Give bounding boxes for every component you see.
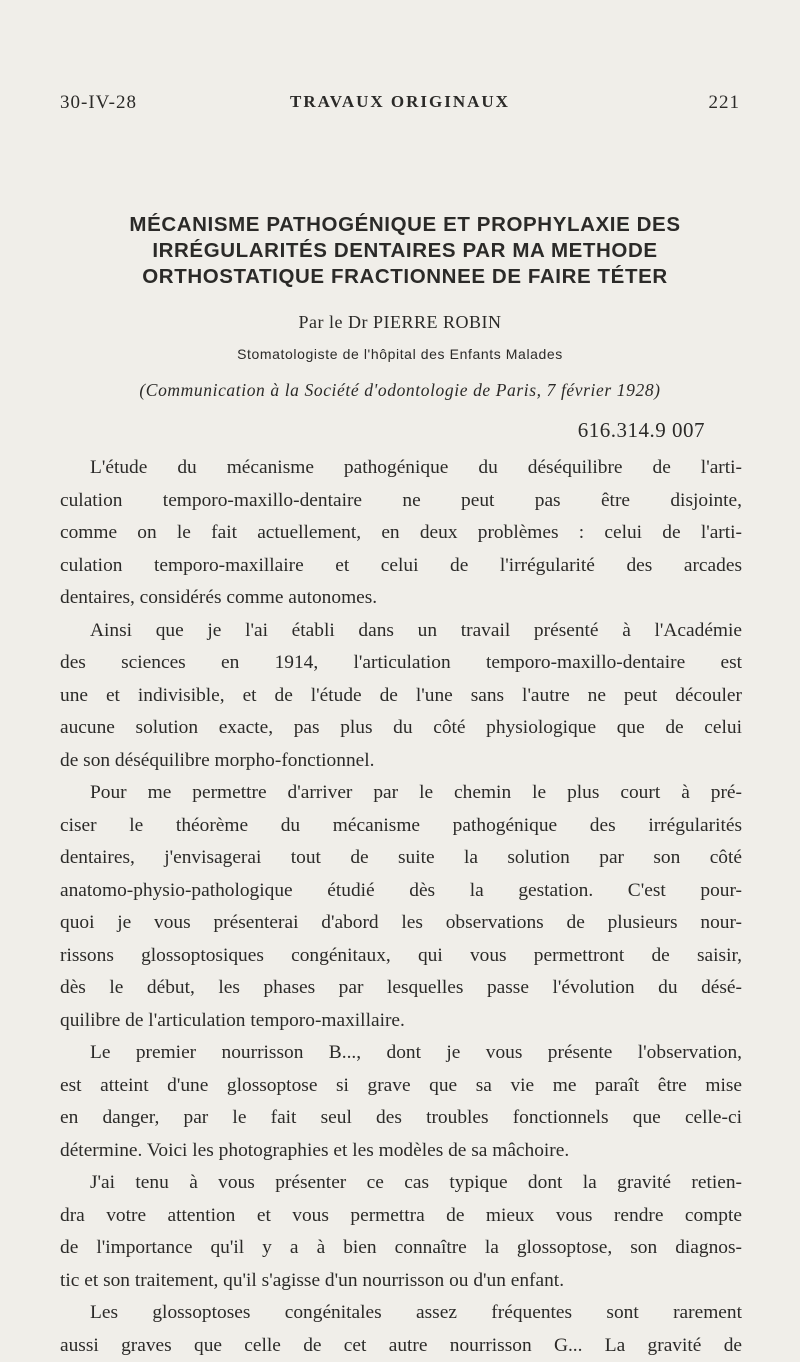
paragraph <box>60 452 742 615</box>
section-title: TRAVAUX ORIGINAUX <box>60 92 740 112</box>
text-line: aucune solution exacte, pas plus du côté physiologique que de celui <box>60 712 742 745</box>
text-line: rissons glossoptosiques congénitaux, qui vous permettront de saisir, <box>60 940 742 973</box>
classification-code: 616.314.9 007 <box>578 418 705 443</box>
issue-date: 30-IV-28 <box>60 92 137 114</box>
text-line: Le premier nourrisson B..., dont je vous présente l'observation, <box>60 1037 742 1070</box>
text-line: en danger, par le fait seul des troubles fonctionnels que celle-ci <box>60 1102 742 1135</box>
text-line: détermine. Voici les photographies et les modèles de sa mâchoire. <box>60 1135 742 1168</box>
running-head <box>60 92 740 120</box>
article-body <box>60 452 742 1362</box>
paragraph <box>60 1037 742 1167</box>
text-line: dentaires, considérés comme autonomes. <box>60 582 742 615</box>
text-line: comme on le fait actuellement, en deux problèmes : celui de l'arti- <box>60 517 742 550</box>
text-line: anatomo-physio-pathologique étudié dès la gestation. C'est pour- <box>60 875 742 908</box>
text-line: dès le début, les phases par lesquelles passe l'évolution du désé- <box>60 972 742 1005</box>
text-line: ciser le théorème du mécanisme pathogénique des irrégularités <box>60 810 742 843</box>
text-line: culation temporo-maxillo-dentaire ne peut pas être disjointe, <box>60 485 742 518</box>
text-line: dra votre attention et vous permettra de mieux vous rendre compte <box>60 1200 742 1233</box>
title-line: MÉCANISME PATHOGÉNIQUE ET PROPHYLAXIE DES <box>55 212 755 238</box>
text-line: Pour me permettre d'arriver par le chemin le plus court à pré- <box>60 777 742 810</box>
text-line: Les glossoptoses congénitales assez fréquentes sont rarement <box>60 1297 742 1330</box>
paragraph <box>60 1297 742 1362</box>
title-line: ORTHOSTATIQUE FRACTIONNEE DE FAIRE TÉTER <box>55 264 755 290</box>
text-line: de son déséquilibre morpho-fonctionnel. <box>60 745 742 778</box>
text-line: aussi graves que celle de cet autre nourrisson G... La gravité de <box>60 1330 742 1362</box>
paragraph <box>60 777 742 1037</box>
text-line: de l'importance qu'il y a à bien connaître la glossoptose, son diagnos- <box>60 1232 742 1265</box>
text-line: tic et son traitement, qu'il s'agisse d'un nourrisson ou d'un enfant. <box>60 1265 742 1298</box>
text-line: quoi je vous présenterai d'abord les observations de plusieurs nour- <box>60 907 742 940</box>
text-line: une et indivisible, et de l'étude de l'une sans l'autre ne peut découler <box>60 680 742 713</box>
communication-note: (Communication à la Société d'odontologie de Paris, 7 février 1928) <box>60 380 740 401</box>
author-affiliation: Stomatologiste de l'hôpital des Enfants Malades <box>60 346 740 362</box>
text-line: quilibre de l'articulation temporo-maxillaire. <box>60 1005 742 1038</box>
author-byline: Par le Dr PIERRE ROBIN <box>60 312 740 333</box>
article-title <box>55 212 755 290</box>
text-line: culation temporo-maxillaire et celui de l'irrégularité des arcades <box>60 550 742 583</box>
text-line: Ainsi que je l'ai établi dans un travail présenté à l'Académie <box>60 615 742 648</box>
text-line: J'ai tenu à vous présenter ce cas typique dont la gravité retien- <box>60 1167 742 1200</box>
title-line: IRRÉGULARITÉS DENTAIRES PAR MA METHODE <box>55 238 755 264</box>
text-line: des sciences en 1914, l'articulation temporo-maxillo-dentaire est <box>60 647 742 680</box>
text-line: dentaires, j'envisagerai tout de suite la solution par son côté <box>60 842 742 875</box>
paragraph <box>60 615 742 778</box>
text-line: est atteint d'une glossoptose si grave que sa vie me paraît être mise <box>60 1070 742 1103</box>
page-number: 221 <box>709 92 741 114</box>
paragraph <box>60 1167 742 1297</box>
text-line: L'étude du mécanisme pathogénique du déséquilibre de l'arti- <box>60 452 742 485</box>
